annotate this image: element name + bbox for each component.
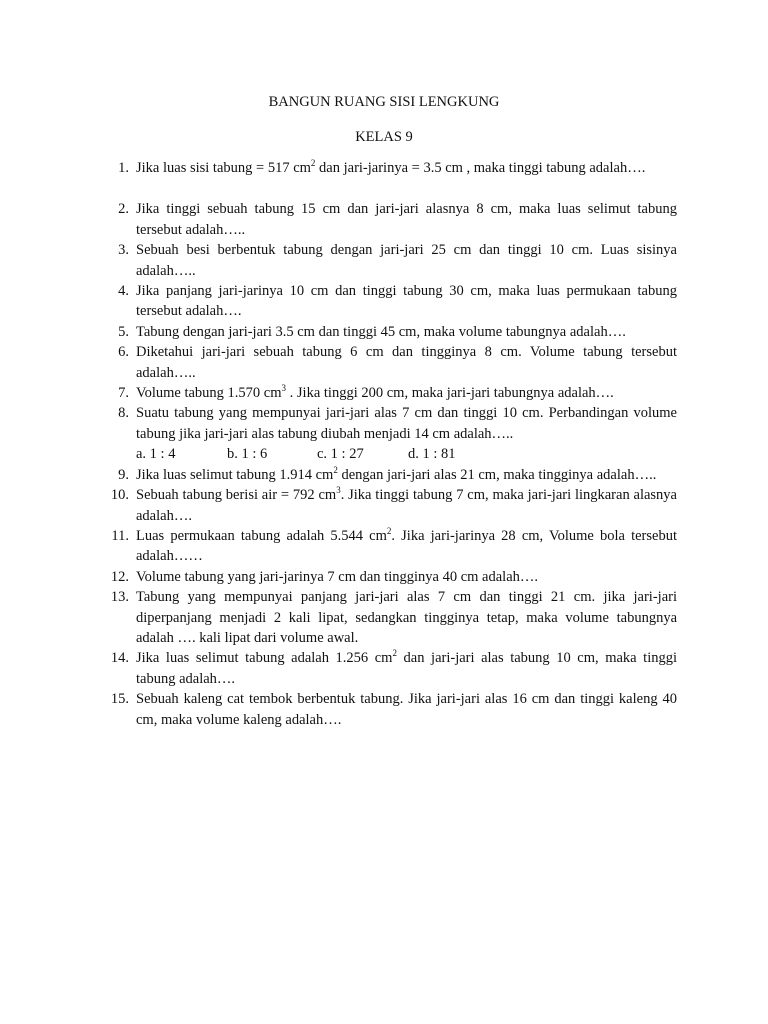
question-item	[100, 322, 677, 342]
question-item	[100, 526, 677, 567]
question-text: Jika luas selimut tabung 1.914 $cm^2$ dengan jari-jari alas 21 cm, maka tingginya adalah…..	[136, 464, 657, 483]
question-number: 3.	[118, 242, 129, 259]
question-text: Jika panjang jari-jarinya 10 cm dan tinggi tabung 30 cm, maka luas permukaan tabung tersebut adalah….	[136, 283, 677, 320]
question-item	[100, 567, 677, 587]
question-text: Jika luas selimut tabung adalah 1.256 $cm^2$ dan jari-jari alas tabung 10 cm, maka tinggi tabung adalah….	[136, 648, 678, 687]
question-item	[100, 240, 677, 281]
option-a: a. 1 : 4	[136, 446, 176, 463]
question-text: Tabung dengan jari-jari 3.5 cm dan tinggi 45 cm, maka volume tabungnya adalah….	[136, 323, 626, 340]
question-number: 8.	[118, 405, 129, 422]
question-number: 7.	[118, 385, 129, 402]
question-item	[100, 485, 677, 526]
answer-options	[136, 444, 677, 464]
question-text: Sebuah tabung berisi air = 792 $cm^3$. Jika tinggi tabung 7 cm, maka jari-jari lingkaran alasnya adalah….	[136, 485, 677, 524]
question-item	[100, 403, 677, 464]
question-number: 15.	[110, 691, 129, 708]
question-item	[100, 199, 677, 240]
question-item	[100, 648, 677, 689]
document-subtitle: KELAS 9	[355, 129, 413, 145]
superscript: 3	[336, 485, 341, 496]
question-text: Sebuah kaleng cat tembok berbentuk tabung. Jika jari-jari alas 16 cm dan tinggi kaleng 40 cm, maka volume kaleng adalah….	[136, 691, 677, 728]
question-number: 9.	[118, 466, 129, 483]
question-text: Diketahui jari-jari sebuah tabung 6 cm dan tingginya 8 cm. Volume tabung tersebut adalah…..	[136, 344, 677, 381]
option-d: d. 1 : 81	[408, 446, 456, 463]
superscript: 3	[281, 383, 287, 394]
question-list	[100, 158, 677, 730]
question-number: 12.	[110, 568, 129, 585]
question-text: Suatu tabung yang mempunyai jari-jari alas 7 cm dan tinggi 10 cm. Perbandingan volume tabung jika jari-jari alas tabung diubah menjadi 14 cm adalah…..	[136, 405, 677, 442]
document-title: BANGUN RUANG SISI LENGKUNG	[268, 94, 500, 110]
superscript: 2	[333, 464, 338, 475]
superscript: 2	[392, 648, 397, 659]
superscript: 2	[310, 158, 316, 168]
question-item	[100, 587, 677, 648]
question-number: 4.	[118, 283, 129, 300]
question-text: Jika tinggi sebuah tabung 15 cm dan jari-jari alasnya 8 cm, maka luas selimut tabung tersebut adalah…..	[136, 201, 677, 238]
question-text: Volume tabung 1.570 $cm^3$ . Jika tinggi 200 cm, maka jari-jari tabungnya adalah….	[136, 383, 614, 402]
question-number: 14.	[110, 650, 129, 667]
superscript: 2	[386, 525, 392, 536]
question-item	[100, 465, 677, 485]
question-number: 13.	[110, 589, 129, 606]
question-text: Tabung yang mempunyai panjang jari-jari alas 7 cm dan tinggi 21 cm. jika jari-jari diperpanjang menjadi 2 kali lipat, sedangkan tingginya tetap, maka volume tabungnya adalah …. kali lipat dari volume awal.	[136, 589, 677, 646]
question-item	[100, 689, 677, 730]
question-text: Luas permukaan tabung adalah 5.544 $cm^2$. Jika jari-jarinya 28 cm, Volume bola tersebut adalah……	[136, 525, 677, 565]
question-text: Volume tabung yang jari-jarinya 7 cm dan tingginya 40 cm adalah….	[136, 568, 538, 585]
question-text: Jika luas sisi tabung = 517 $cm^2$ dan jari-jarinya = 3.5 cm , maka tinggi tabung adalah….	[136, 158, 646, 176]
question-item	[100, 383, 677, 403]
question-number: 10.	[110, 487, 129, 504]
question-number: 1.	[118, 160, 129, 176]
question-number: 11.	[111, 527, 129, 544]
question-item	[100, 158, 677, 178]
option-b: b. 1 : 6	[227, 446, 268, 463]
question-item	[100, 342, 677, 383]
question-text: Sebuah besi berbentuk tabung dengan jari-jari 25 cm dan tinggi 10 cm. Luas sisinya adalah…..	[136, 242, 677, 279]
question-number: 6.	[118, 344, 129, 361]
question-number: 5.	[118, 323, 129, 340]
question-item	[100, 281, 677, 322]
option-c: c. 1 : 27	[317, 446, 364, 463]
question-number: 2.	[118, 201, 129, 218]
